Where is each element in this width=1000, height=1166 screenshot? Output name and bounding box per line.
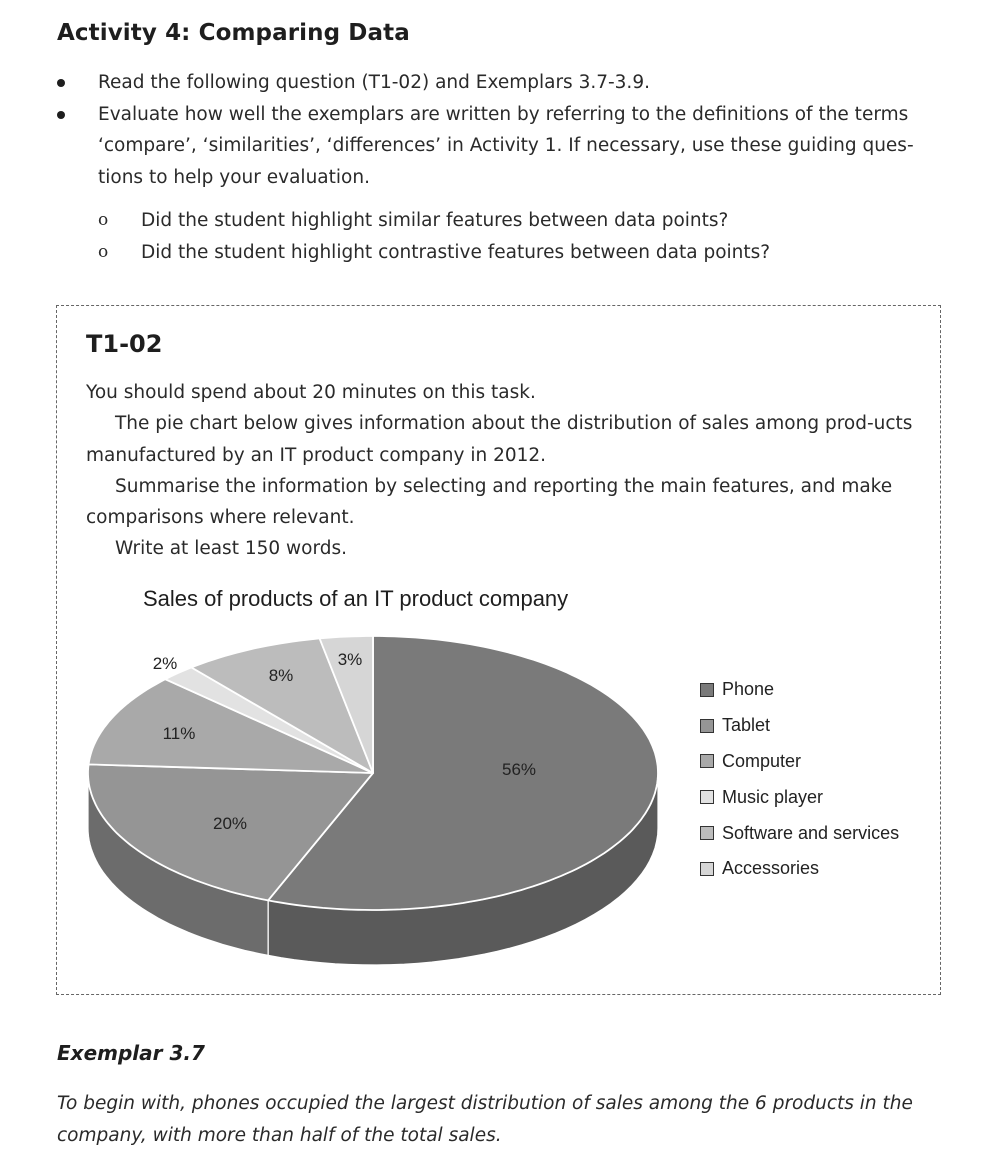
legend-label: Music player [722, 786, 824, 807]
legend-item-computer [700, 744, 899, 780]
slice-label-accessories: 3% [337, 650, 363, 669]
slice-label-computer: 11% [162, 724, 196, 743]
pie-slices [88, 636, 658, 910]
task-paragraph: You should spend about 20 minutes on this task. [86, 382, 536, 403]
legend-label: Accessories [722, 858, 820, 879]
guiding-question-text: Did the student highlight contrastive features between data points? [141, 241, 771, 263]
legend-label: Tablet [722, 715, 771, 736]
guiding-question-text: Did the student highlight similar features between data points? [141, 210, 729, 231]
slice-label-phone: 56% [501, 760, 537, 779]
legend-label: Software and services [722, 822, 900, 843]
legend-swatch [700, 719, 714, 733]
legend-item-music-player [700, 779, 899, 815]
legend-item-accessories [700, 851, 899, 887]
instruction-text: Evaluate how well the exemplars are written by referring to the definitions of the terms ‘compare’, ‘similarities’, ‘differences’ in Activity 1. If necessary, use these guiding ques-tions to help your evaluation. [98, 103, 914, 188]
chart-title: Sales of products of an IT product company [143, 586, 569, 611]
legend-item-tablet [700, 708, 899, 744]
slice-label-tablet: 20% [212, 814, 248, 833]
legend-swatch [700, 826, 714, 840]
slice-label-software-and-services: 8% [268, 666, 294, 685]
legend-label: Phone [722, 679, 775, 700]
exemplar-text: To begin with, phones occupied the largest distribution of sales among the 6 products in the company, with more than half of the total sales. [57, 1093, 913, 1146]
chart-legend [700, 672, 899, 887]
legend-swatch [700, 862, 714, 876]
legend-swatch [700, 683, 714, 697]
legend-item-software-and-services [700, 815, 899, 851]
legend-swatch [700, 790, 714, 804]
instruction-text: Read the following question (T1-02) and Exemplars 3.7-3.9. [98, 72, 650, 93]
legend-item-phone [700, 672, 899, 708]
sub-bullet-icon: o [98, 241, 109, 262]
activity-heading: Activity 4: Comparing Data [57, 20, 410, 46]
task-paragraph: Summarise the information by selecting and reporting the main features, and make comparisons where relevant. [86, 475, 893, 529]
slice-label-music-player: 2% [152, 654, 178, 673]
legend-label: Computer [722, 750, 802, 771]
task-paragraph: The pie chart below gives information about the distribution of sales among prod-ucts manufactured by an IT product company in 2012. [86, 413, 913, 466]
sub-bullet-icon: o [98, 210, 109, 230]
legend-swatch [700, 754, 714, 768]
task-paragraph: Write at least 150 words. [115, 538, 348, 560]
task-id: T1-02 [86, 330, 163, 358]
exemplar-title: Exemplar 3.7 [57, 1041, 205, 1065]
